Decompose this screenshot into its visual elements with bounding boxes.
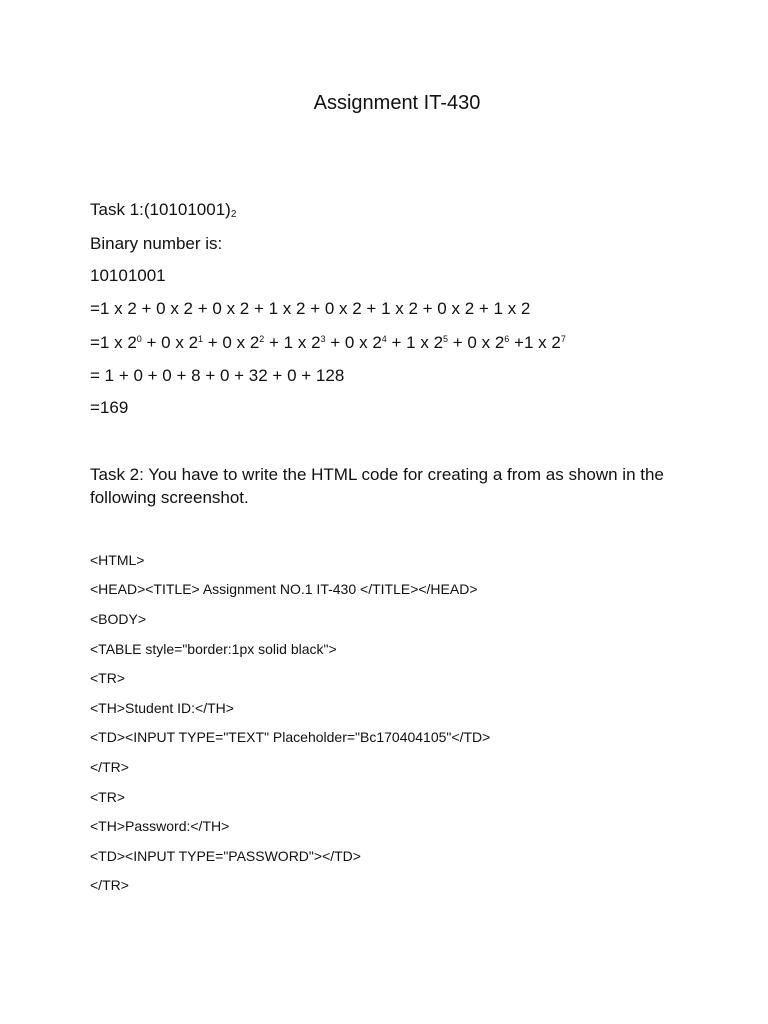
expansion-line: =1 x 2 + 0 x 2 + 0 x 2 + 1 x 2 + 0 x 2 + 1 x 2 + 0 x 2 + 1 x 2: [90, 299, 531, 318]
code-line: </TR>: [90, 877, 129, 893]
code-line: <TABLE style="border:1px solid black">: [90, 641, 337, 657]
binary-value: 10101001: [90, 266, 166, 285]
document-title: Assignment IT-430: [313, 92, 481, 114]
code-line: <TH>Student ID:</TH>: [90, 700, 234, 716]
task2-text: Task 2: You have to write the HTML code for creating a from as shown in the following screenshot.: [90, 465, 664, 507]
code-line: </TR>: [90, 759, 129, 775]
exp-4: 4: [381, 334, 387, 344]
exp-5: 5: [443, 334, 449, 344]
exp-7: 7: [560, 334, 566, 344]
powers-line: [90, 333, 566, 353]
exp-0: 0: [136, 334, 142, 344]
binary-label: Binary number is:: [90, 234, 223, 253]
term-4: + 0 x 2: [325, 333, 382, 352]
exp-6: 6: [504, 334, 510, 344]
term-1: + 0 x 2: [141, 333, 199, 352]
exp-1: 1: [198, 334, 204, 344]
sum-line: = 1 + 0 + 0 + 8 + 0 + 32 + 0 + 128: [90, 366, 345, 385]
term-0: =1 x 2: [90, 333, 137, 352]
result-line: =169: [90, 398, 129, 417]
code-line: <HEAD><TITLE> Assignment NO.1 IT-430 </TITLE></HEAD>: [90, 581, 478, 597]
code-line: <TR>: [90, 789, 126, 805]
term-6: + 0 x 2: [448, 333, 505, 352]
term-3: + 1 x 2: [264, 333, 321, 352]
code-line: <TD><INPUT TYPE="TEXT" Placeholder="Bc170404105"</TD>: [90, 729, 491, 745]
term-2: + 0 x 2: [203, 333, 260, 352]
code-line: <TD><INPUT TYPE="PASSWORD"></TD>: [90, 848, 361, 864]
task1-heading-text: Task 1:(10101001): [90, 200, 231, 219]
exp-2: 2: [259, 334, 265, 344]
task1-heading: [90, 200, 236, 220]
code-line: <TH>Password:</TH>: [90, 818, 230, 834]
code-line: <HTML>: [90, 552, 145, 568]
task1-base: 2: [230, 209, 237, 220]
exp-3: 3: [320, 334, 326, 344]
code-line: <BODY>: [90, 611, 147, 627]
term-7: +1 x 2: [509, 333, 561, 352]
code-line: <TR>: [90, 670, 126, 686]
term-5: + 1 x 2: [386, 333, 444, 352]
